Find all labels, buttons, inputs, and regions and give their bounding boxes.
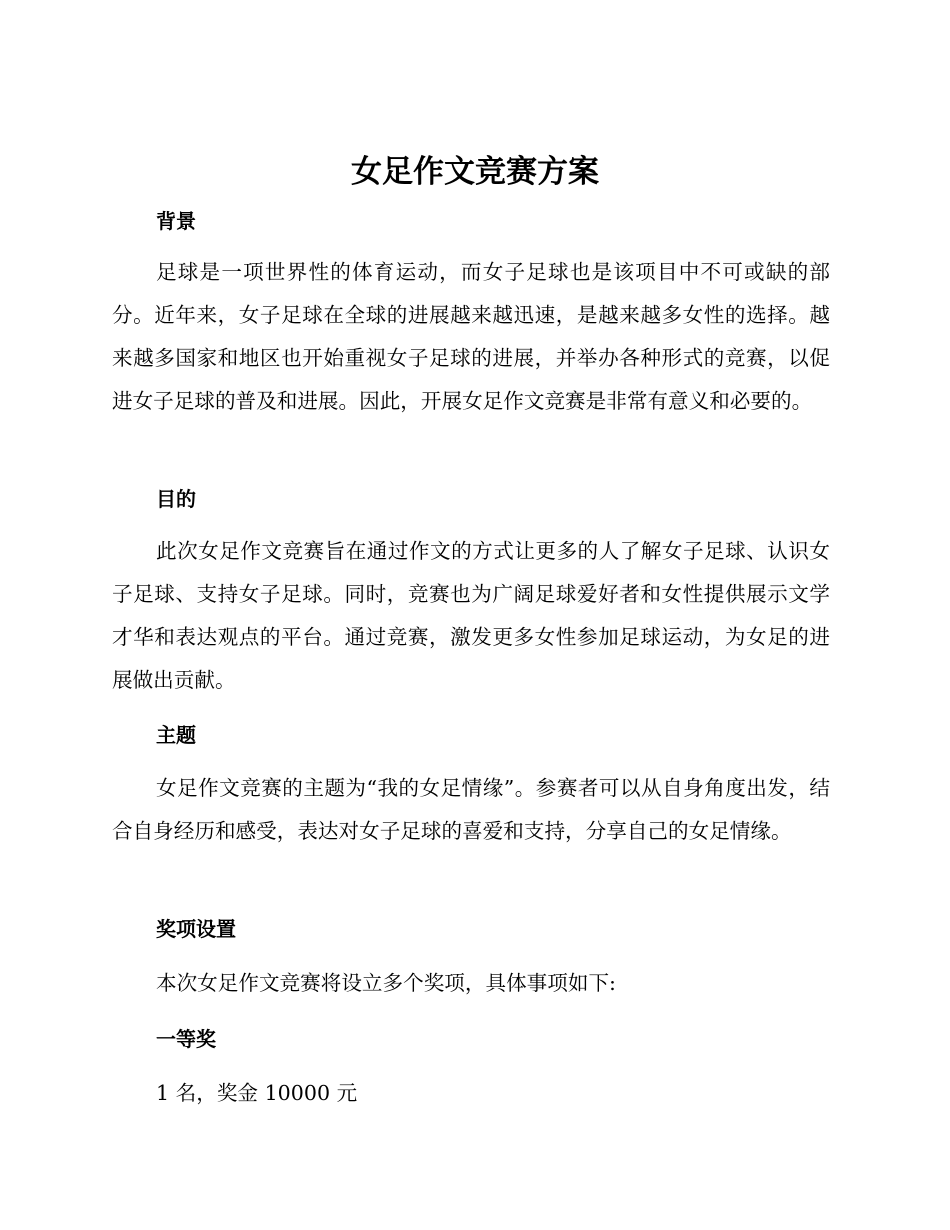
section-body-theme: 女足作文竞赛的主题为“我的女足情缘”。参赛者可以从自身角度出发，结合自身经历和感受，表达对女子足球的喜爱和支持，分享自己的女足情缘。 [112,776,830,843]
section-heading-background: 背景 [156,209,196,233]
document-title: 女足作文竞赛方案 [351,154,599,190]
section-body-awards: 本次女足作文竞赛将设立多个奖项，具体事项如下: [156,971,616,995]
section-heading-theme: 主题 [156,723,196,747]
section-body-purpose: 此次女足作文竞赛旨在通过作文的方式让更多的人了解女子足球、认识女子足球、支持女子足球。同时，竞赛也为广阔足球爱好者和女性提供展示文学才华和表达观点的平台。通过竞赛，激发更多女性参加足球运动，为女足的进展做出贡献。 [112,539,830,692]
section-heading-awards: 奖项设置 [156,917,236,941]
section-body-first-prize: 1 名，奖金 10000 元 [156,1081,358,1105]
section-heading-first-prize: 一等奖 [156,1027,216,1051]
section-body-background: 足球是一项世界性的体育运动，而女子足球也是该项目中不可或缺的部分。近年来，女子足球在全球的进展越来越迅速，是越来越多女性的选择。越来越多国家和地区也开始重视女子足球的进展，并举办各种形式的竞赛，以促进女子足球的普及和进展。因此，开展女足作文竞赛是非常有意义和必要的。 [112,260,830,413]
section-heading-purpose: 目的 [156,487,196,511]
